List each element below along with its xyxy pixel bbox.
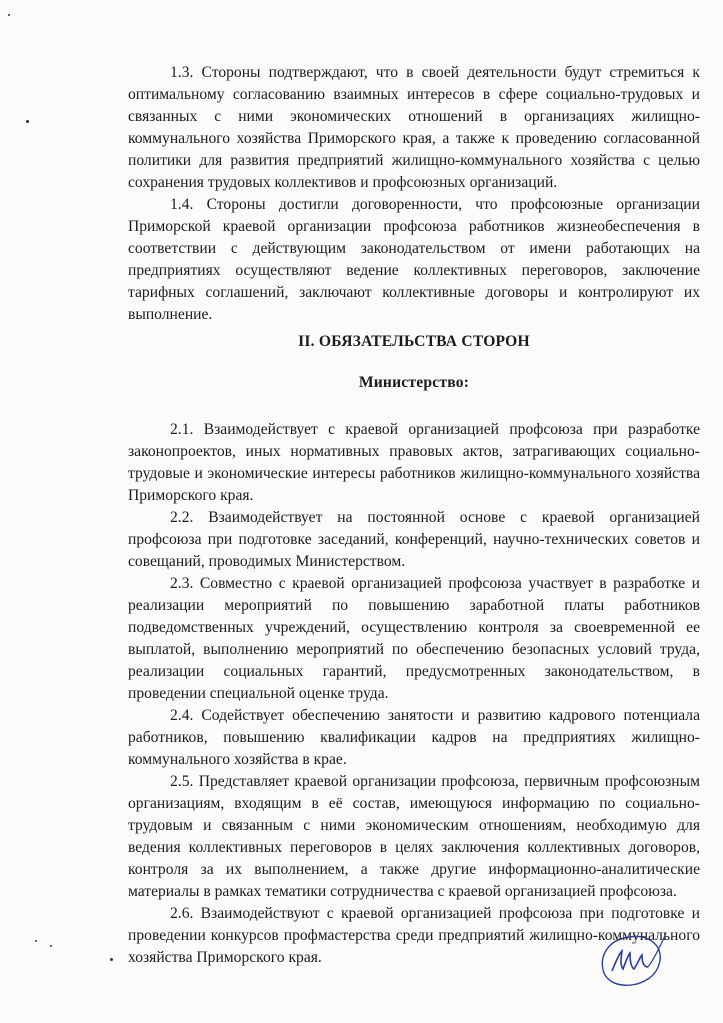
paragraph-1-4: 1.4. Стороны достигли договоренности, что профсоюзные организации Приморской краевой организации профсоюза работников жизнеобеспечения в соответствии с действующим законодательством от имени работающих на предприятиях осуществляют ведение коллективных переговоров, заключение тарифных соглашений, заключают коллективные договоры и контролируют их выполнение. [128, 196, 700, 323]
scan-speck [26, 120, 29, 123]
paragraph-2-4: 2.4. Содействует обеспечению занятости и развитию кадрового потенциала работников, повышению квалификации кадров на предприятиях жилищно-коммунального хозяйства в крае. [128, 707, 700, 768]
section-heading: II. ОБЯЗАТЕЛЬСТВА СТОРОН [298, 333, 530, 350]
scan-speck [50, 945, 52, 947]
obligations-section [128, 419, 700, 969]
intro-section [128, 62, 700, 326]
paragraph-2-2: 2.2. Взаимодействует на постоянной основе с краевой организацией профсоюза при подготовке заседаний, конференций, научно-технических советов и совещаний, проводимых Министерством. [128, 509, 700, 570]
paragraph-1-3: 1.3. Стороны подтверждают, что в своей деятельности будут стремиться к оптимальному согласованию взаимных интересов в сфере социально-трудовых и связанных с ними экономических отношений в организациях жилищно-коммунального хозяйства Приморского края, а также к проведению согласованной политики для развития предприятий жилищно-коммунального хозяйства с целью сохранения трудовых коллективов и профсоюзных организаций. [128, 64, 700, 191]
signature-mark [590, 925, 670, 995]
ministry-subheading: Министерство: [358, 374, 470, 391]
paragraph-2-1: 2.1. Взаимодействует с краевой организацией профсоюза при разработке законопроектов, иных нормативных правовых актов, затрагивающих социально-трудовые и экономические интересы работников жилищно-коммунального хозяйства Приморского края. [128, 421, 700, 504]
scan-speck [35, 940, 37, 942]
scan-speck [110, 958, 113, 961]
paragraph-2-6: 2.6. Взаимодействуют с краевой организацией профсоюза при подготовке и проведении конкурсов профмастерства среди предприятий жилищно-коммунального хозяйства Приморского края. [128, 905, 700, 966]
paragraph-2-5: 2.5. Представляет краевой организации профсоюза, первичным профсоюзным организациям, входящим в её состав, имеющуюся информацию по социально-трудовым и связанным с ними экономическим отношениям, необходимую для ведения коллективных переговоров в целях заключения коллективных договоров, контроля за их выполнением, а также другие информационно-аналитические материалы в рамках тематики сотрудничества с краевой организацией профсоюза. [128, 773, 700, 900]
paragraph-2-3: 2.3. Совместно с краевой организацией профсоюза участвует в разработке и реализации мероприятий по повышению заработной платы работников подведомственных учреждений, осуществлению контроля за своевременной ее выплатой, выполнению мероприятий по обеспечению безопасных условий труда, реализации социальных гарантий, предусмотренных законодательством, в проведении специальной оценке труда. [128, 575, 700, 702]
scan-speck [8, 14, 10, 16]
